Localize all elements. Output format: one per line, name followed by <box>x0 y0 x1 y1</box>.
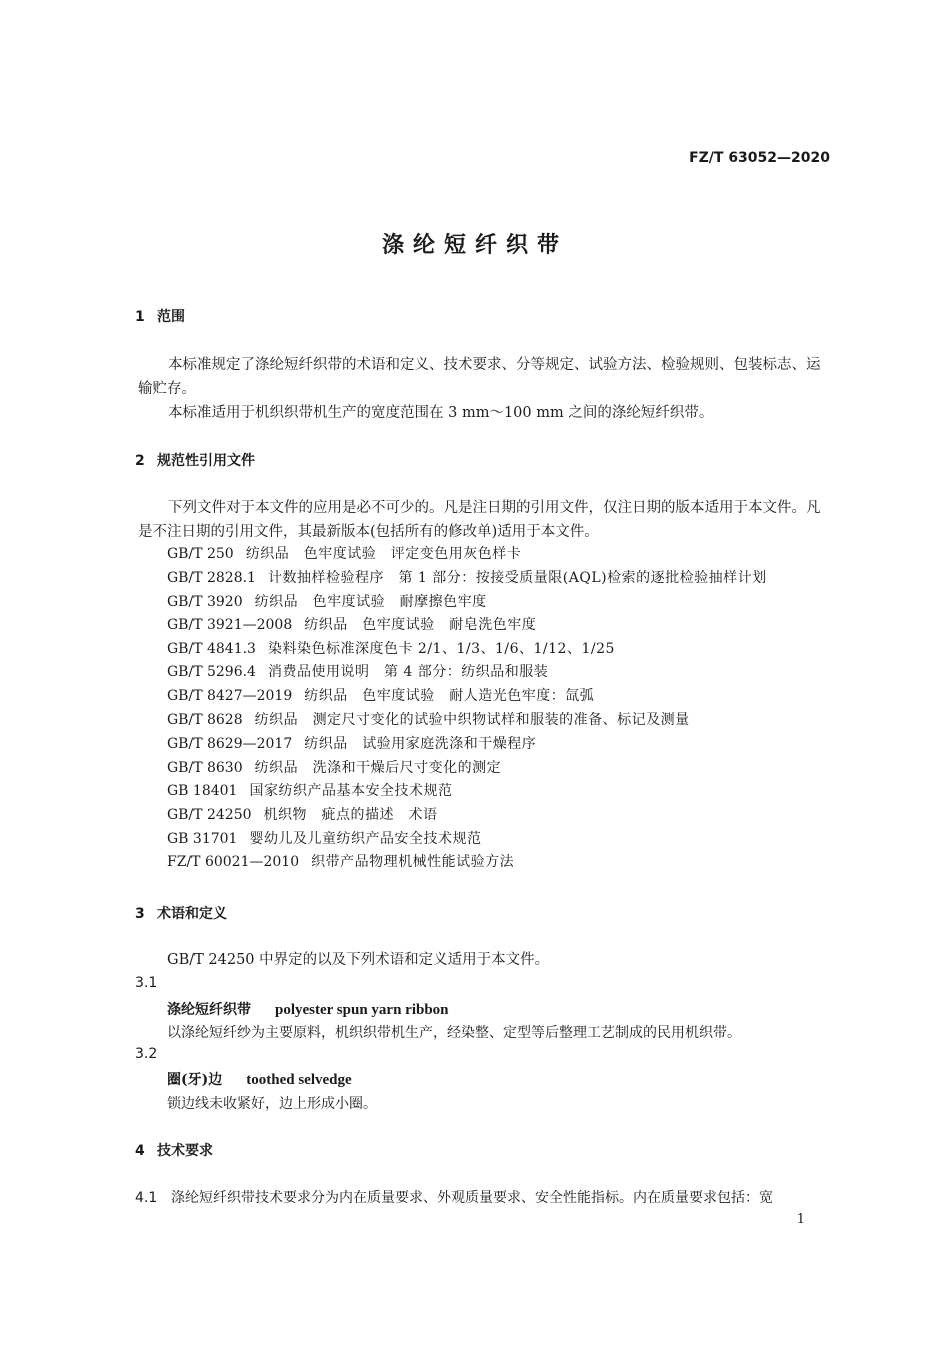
reference-title: 纺织品 色牢度试验 耐人造光色牢度：氙弧 <box>304 688 595 704</box>
clause-4-1 <box>135 1186 773 1210</box>
reference-code: GB/T 3921—2008 <box>167 617 293 633</box>
normative-intro: 下列文件对于本文件的应用是必不可少的。凡是注日期的引用文件，仅注日期的版本适用于本文件。凡是不注日期的引用文件，其最新版本(包括所有的修改单)适用于本文件。 <box>138 500 821 540</box>
reference-code: GB/T 4841.3 <box>167 641 256 657</box>
term-number: 3.2 <box>135 1046 158 1062</box>
clause-text: 涤纶短纤织带技术要求分为内在质量要求、外观质量要求、安全性能指标。内在质量要求包括：宽 <box>171 1190 773 1206</box>
section-3-heading <box>135 903 227 923</box>
reference-title: 纺织品 洗涤和干燥后尺寸变化的测定 <box>254 760 502 776</box>
reference-item <box>167 757 501 781</box>
reference-title: 织带产品物理机械性能试验方法 <box>311 854 515 870</box>
reference-code: GB 18401 <box>167 783 238 799</box>
reference-item <box>167 685 594 709</box>
reference-item <box>167 567 767 591</box>
term-zh: 涤纶短纤织带 <box>167 1002 251 1018</box>
reference-code: GB/T 2828.1 <box>167 570 256 586</box>
reference-title: 机织物 疵点的描述 术语 <box>263 807 438 823</box>
section-number: 3 <box>135 906 145 922</box>
reference-code: GB 31701 <box>167 831 238 847</box>
section-2-heading <box>135 450 255 470</box>
reference-item <box>167 780 452 804</box>
reference-code: GB/T 8427—2019 <box>167 688 293 704</box>
reference-item <box>167 591 487 615</box>
reference-item <box>167 828 481 852</box>
term-definition: 锁边线未收紧好，边上形成小圈。 <box>167 1096 377 1112</box>
clause-number: 4.1 <box>135 1190 158 1206</box>
term-zh: 圈(牙)边 <box>167 1072 223 1088</box>
reference-title: 计数抽样检验程序 第 1 部分：按接受质量限(AQL)检索的逐批检验抽样计划 <box>267 570 767 586</box>
reference-title: 国家纺织产品基本安全技术规范 <box>249 783 453 799</box>
reference-title: 婴幼儿及儿童纺织产品安全技术规范 <box>249 831 482 847</box>
document-title: 涤纶短纤织带 <box>381 232 568 258</box>
page-number: 1 <box>796 1212 805 1227</box>
reference-code: GB/T 24250 <box>167 807 252 823</box>
reference-code: GB/T 250 <box>167 546 234 562</box>
scope-paragraph-1: 本标准规定了涤纶短纤织带的术语和定义、技术要求、分等规定、试验方法、检验规则、包装标志、运输贮存。 <box>138 357 821 397</box>
reference-item <box>167 638 615 662</box>
reference-code: GB/T 5296.4 <box>167 664 256 680</box>
term-name <box>167 999 449 1019</box>
section-1-heading <box>135 306 185 326</box>
section-number: 1 <box>135 309 145 325</box>
term-en: polyester spun yarn ribbon <box>275 1002 449 1018</box>
reference-title: 消费品使用说明 第 4 部分：纺织品和服装 <box>267 664 549 680</box>
standard-number: FZ/T 63052—2020 <box>689 150 830 166</box>
section-title: 术语和定义 <box>157 906 227 922</box>
reference-code: GB/T 8628 <box>167 712 243 728</box>
term-en: toothed selvedge <box>246 1072 352 1088</box>
reference-code: GB/T 8629—2017 <box>167 736 293 752</box>
reference-title: 纺织品 测定尺寸变化的试验中织物试样和服装的准备、标记及测量 <box>254 712 690 728</box>
reference-code: FZ/T 60021—2010 <box>167 854 300 870</box>
reference-title: 染料染色标准深度色卡 2/1、1/3、1/6、1/12、1/25 <box>267 641 615 657</box>
term-number: 3.1 <box>135 975 158 991</box>
reference-item <box>167 709 690 733</box>
reference-item <box>167 851 514 875</box>
reference-title: 纺织品 色牢度试验 耐摩擦色牢度 <box>254 594 487 610</box>
section-4-heading <box>135 1140 213 1160</box>
reference-title: 纺织品 试验用家庭洗涤和干燥程序 <box>304 736 537 752</box>
reference-item <box>167 543 521 567</box>
term-definition: 以涤纶短纤纱为主要原料，机织织带机生产，经染整、定型等后整理工艺制成的民用机织带。 <box>167 1025 741 1041</box>
section-title: 技术要求 <box>157 1143 213 1159</box>
section-number: 2 <box>135 453 145 469</box>
scope-paragraph-2: 本标准适用于机织织带机生产的宽度范围在 3 mm～100 mm 之间的涤纶短纤织带。 <box>168 405 714 421</box>
reference-title: 纺织品 色牢度试验 评定变色用灰色样卡 <box>245 546 522 562</box>
reference-item <box>167 614 536 638</box>
reference-code: GB/T 3920 <box>167 594 243 610</box>
terms-intro: GB/T 24250 中界定的以及下列术语和定义适用于本文件。 <box>167 952 550 968</box>
term-name <box>167 1069 352 1089</box>
reference-item <box>167 804 438 828</box>
section-title: 规范性引用文件 <box>157 453 255 469</box>
section-title: 范围 <box>157 309 185 325</box>
reference-code: GB/T 8630 <box>167 760 243 776</box>
section-number: 4 <box>135 1143 145 1159</box>
reference-item <box>167 733 536 757</box>
reference-title: 纺织品 色牢度试验 耐皂洗色牢度 <box>304 617 537 633</box>
reference-item <box>167 661 548 685</box>
